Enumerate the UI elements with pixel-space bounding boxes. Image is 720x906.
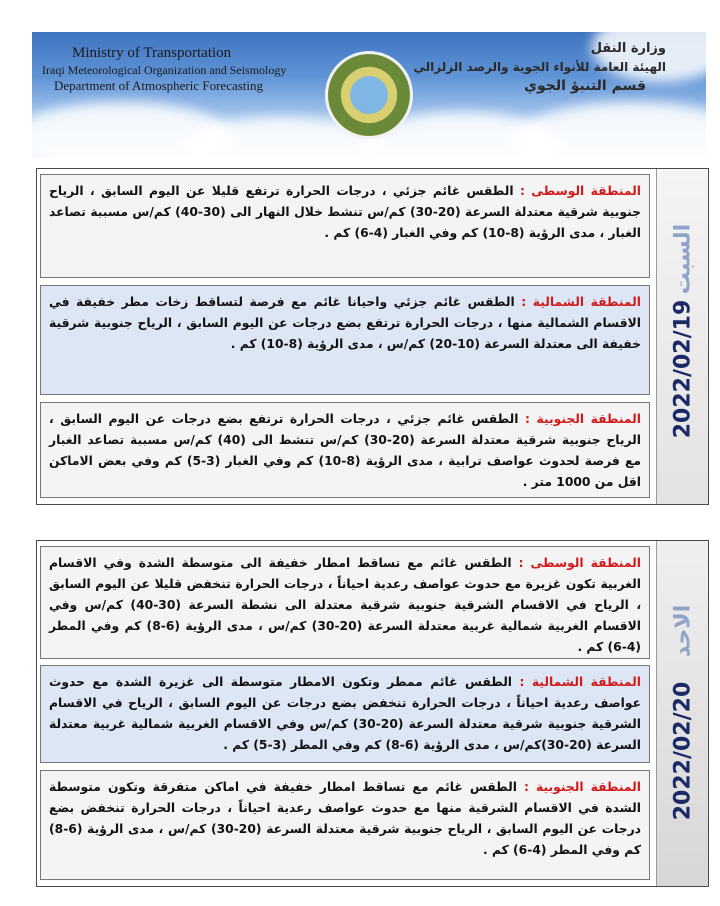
region-title: المنطقة الجنوبية : — [525, 412, 641, 426]
arabic-heading — [414, 40, 666, 97]
english-heading — [42, 44, 286, 94]
header-banner — [32, 32, 706, 157]
region-southern — [40, 770, 650, 880]
organization-name-ar: الهيئة العامة للأنواء الجوية والرصد الزلزالي — [413, 59, 666, 74]
day-name: السبت — [670, 223, 695, 295]
region-forecast: الطقس غائم جزئي ، درجات الحرارة ترتفع بضع درجات عن اليوم السابق ، الرياح جنوبية شرقية معتدلة السرعة (20-30) كم/س تنشط الى (40) كم/س مسببة تصاعد الغبار مع فرصة لحدوث عواصف ترابية ، مدى الرؤية (8-10) كم وفي الغبار (3-5) كم وفي بعض الاماكن اقل من 1000 متر . — [49, 412, 641, 489]
day-name: الاحد — [670, 604, 695, 658]
region-central — [40, 546, 650, 659]
ministry-name-ar: وزارة النقل — [590, 41, 666, 56]
department-name-ar: قسم التنبؤ الجوي — [524, 78, 646, 95]
region-title: المنطقة الشمالية : — [521, 295, 642, 309]
region-forecast: الطقس غائم جزئي واحيانا غائم مع فرصة لتساقط زخات مطر خفيفة في الاقسام الشمالية منها ، درجات الحرارة ترتفع بضع درجات عن اليوم السابق ، الرياح جنوبية شرقية خفيفة الى معتدلة السرعة (10-20) كم/س ، مدى الرؤية (8-10) كم . — [49, 295, 641, 351]
region-northern — [40, 665, 650, 763]
region-central — [40, 174, 650, 278]
region-southern — [40, 402, 650, 498]
forecast-day-2 — [36, 540, 709, 887]
forecast-day-1 — [36, 168, 709, 505]
region-forecast: الطقس غائم مع تساقط امطار خفيفة الى متوسطة الشدة وفي الاقسام الغربية تكون غزيرة مع حدوث عواصف رعدية احياناً ، درجات الحرارة تنخفض قليلا عن اليوم السابق ، الرياح في الاقسام الشرقية جنوبية شرقية معتدلة الى نشطة السرعة (30-40) كم/س وفي الاقسام الغربية شمالية غربية معتدلة السرعة (20-30) كم/س ، مدى الرؤية (6-8) كم وفي المطر (4-6) كم . — [49, 556, 642, 654]
date-sidebar — [656, 169, 708, 504]
organization-name: Iraqi Meteorological Organization and Seismology — [42, 62, 287, 77]
region-forecast: الطقس غائم مع تساقط امطار خفيفة في اماكن متفرقة وتكون متوسطة الشدة في الاقسام الشرقية منها مع حدوث عواصف رعدية احياناً ، درجات الحرارة تنخفض بضع درجات عن اليوم السابق ، الرياح جنوبية شرقية معتدلة السرعة (20-30) كم/س ، مدى الرؤية (6-8) كم وفي المطر (4-6) كم . — [49, 780, 641, 857]
region-title: المنطقة الشمالية : — [519, 675, 641, 689]
organization-logo — [328, 54, 410, 136]
region-forecast: الطقس غائم ممطر وتكون الامطار متوسطة الى غزيرة الشدة مع حدوث عواصف رعدية احياناً ، درجات الحرارة تنخفض بضع درجات عن اليوم السابق ، الرياح في الاقسام الشرقية جنوبية شرقية معتدلة السرعة (20-30) كم/س وفي الاقسام الغربية شمالية غربية معتدلة السرعة (20-30)كم/س ، مدى الرؤية (6-8) كم وفي المطر (3-5) كم . — [49, 675, 641, 752]
department-name: Department of Atmospheric Forecasting — [54, 77, 264, 93]
region-title: المنطقة الوسطى : — [519, 184, 642, 198]
region-title: المنطقة الوسطى : — [518, 556, 642, 570]
ministry-name: Ministry of Transportation — [72, 45, 232, 61]
forecast-date: 2022/02/20 — [670, 681, 695, 821]
region-title: المنطقة الجنوبية : — [524, 780, 642, 794]
region-northern — [40, 285, 650, 395]
forecast-date: 2022/02/19 — [670, 299, 695, 439]
region-forecast: الطقس غائم جزئي ، درجات الحرارة ترتفع قليلا عن اليوم السابق ، الرياح جنوبية شرقية معتدلة السرعة (20-30) كم/س تنشط خلال النهار الى (30-40) كم/س مسببة تصاعد الغبار ، مدى الرؤية (8-10) كم وفي الغبار (4-6) كم . — [49, 184, 641, 240]
date-sidebar — [656, 541, 708, 886]
